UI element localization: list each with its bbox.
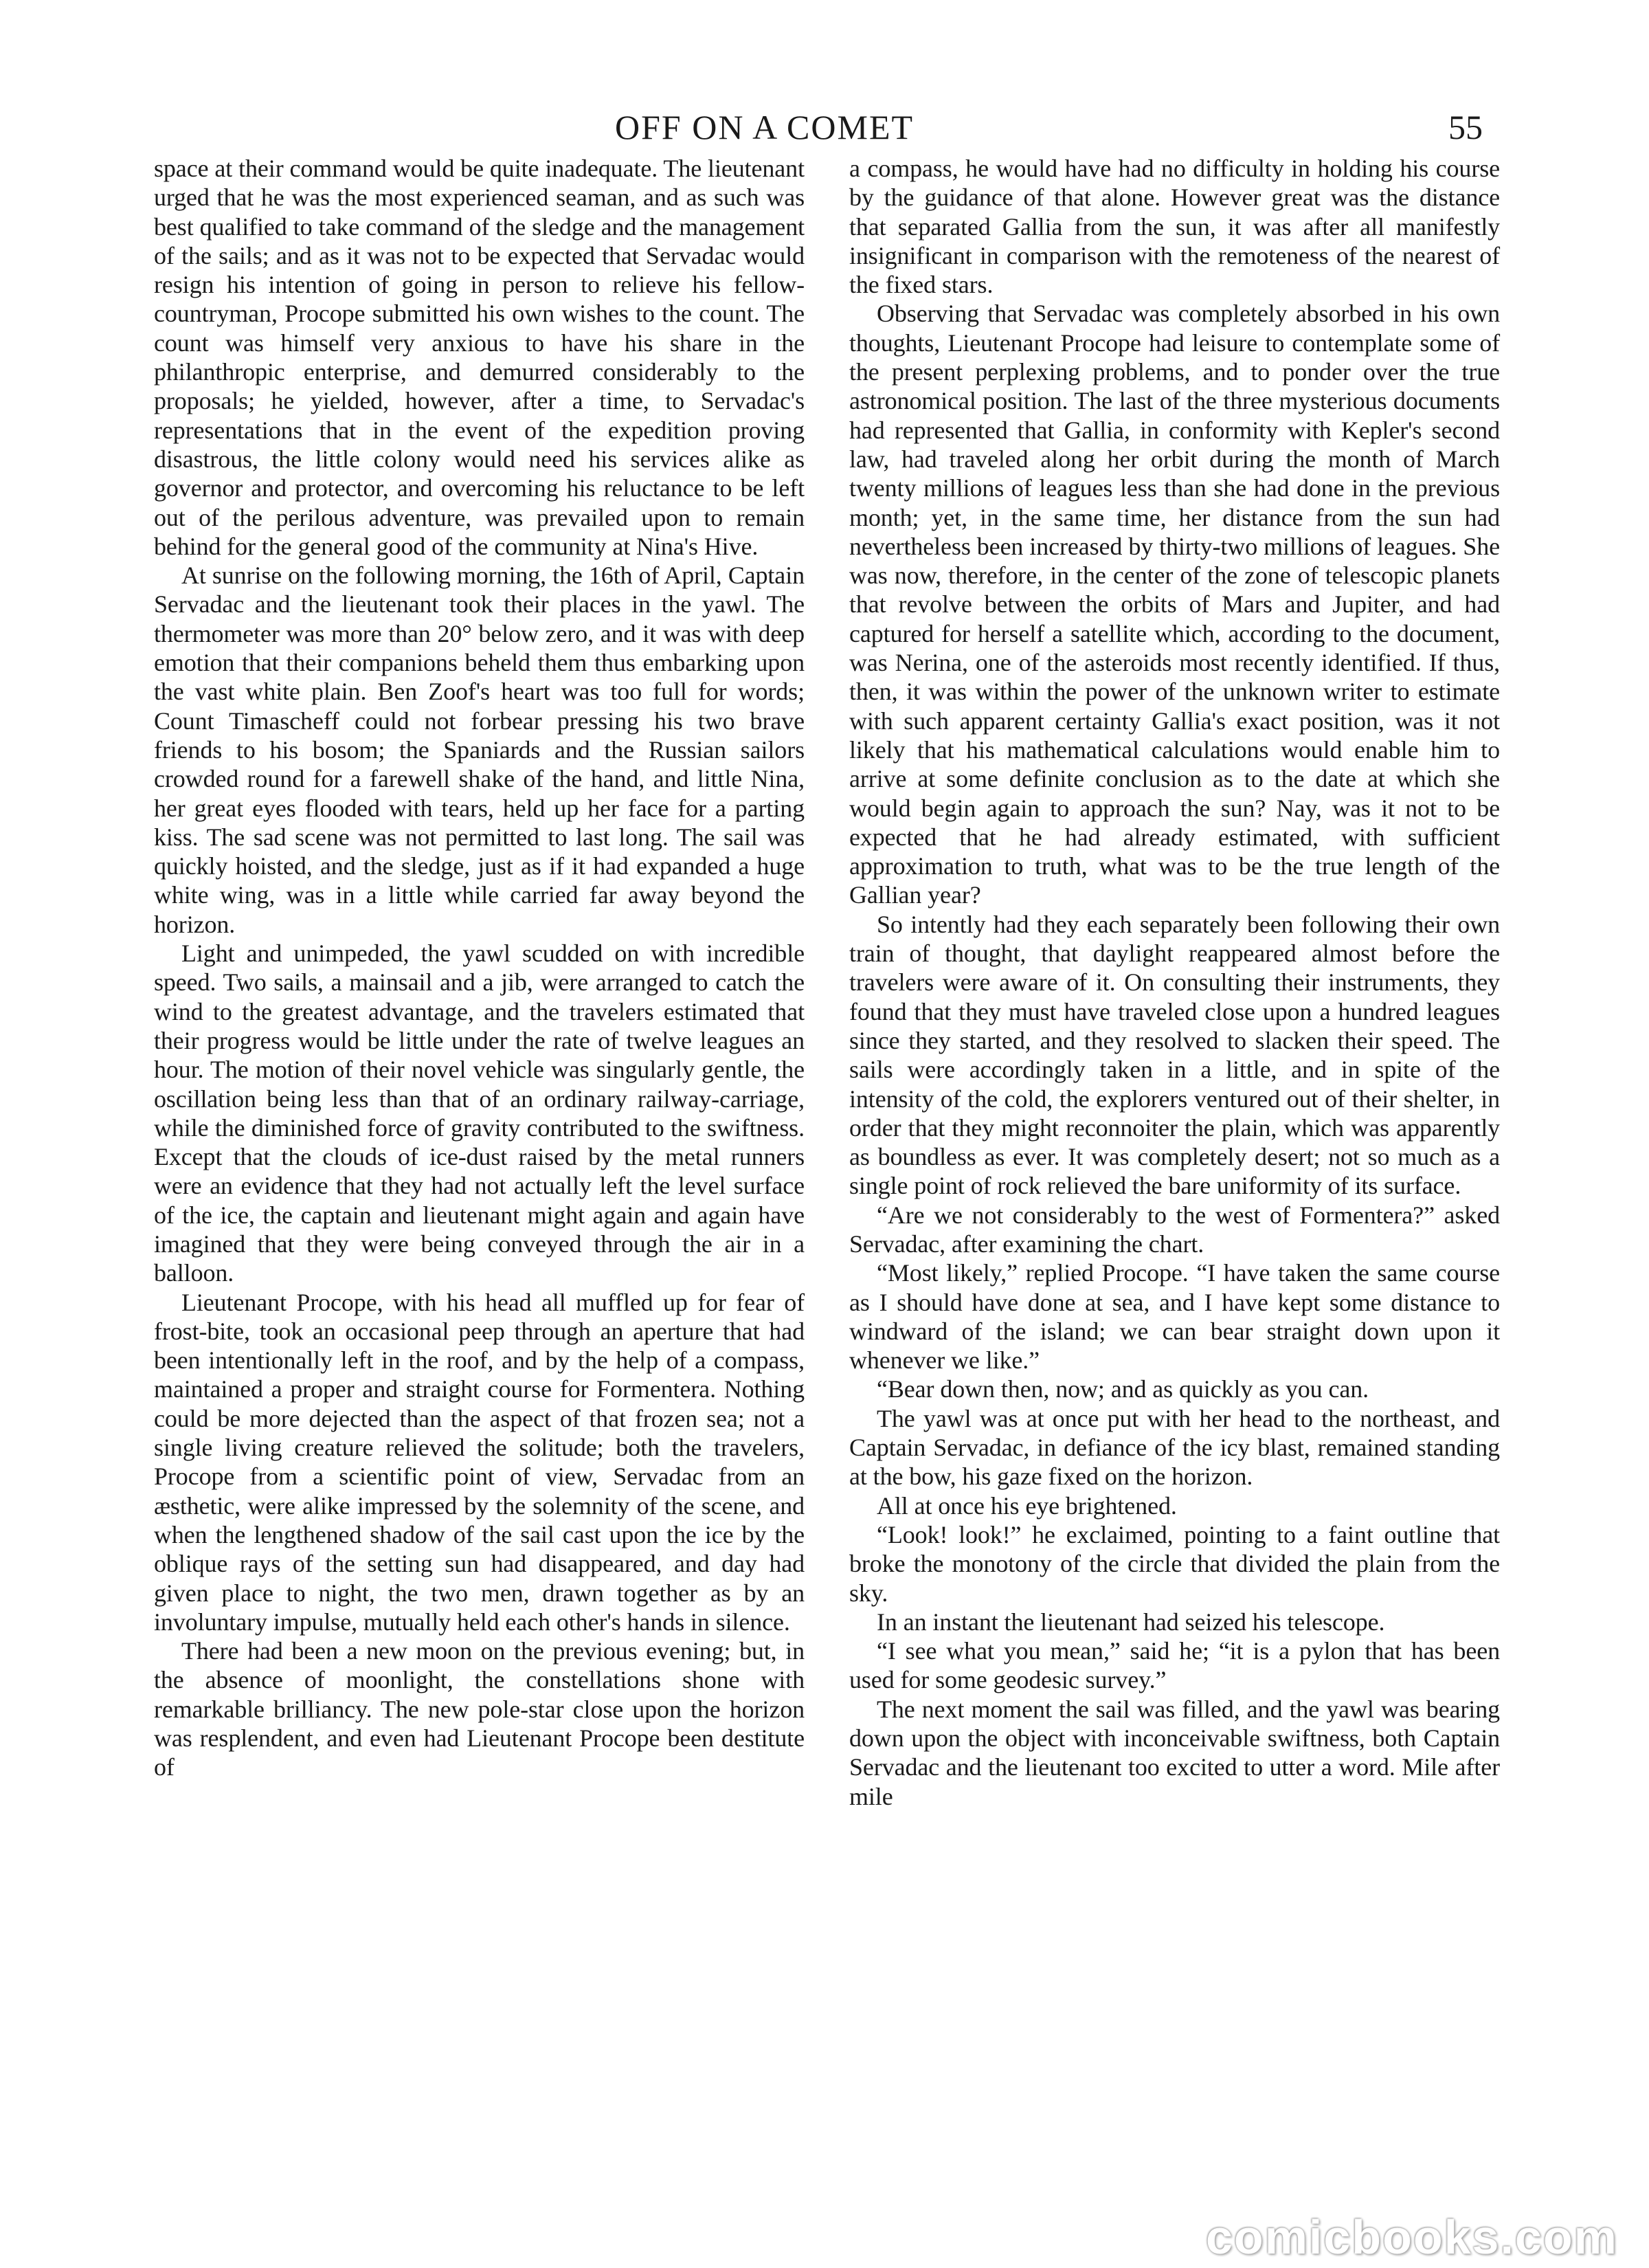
paragraph: Observing that Servadac was completely absorbed in his own thoughts, Lieutenant Procope had leisure to contemplate some of the present perplexing problems, and to ponder over the true astronomical position. The last of the three mysterious documents had represented that Gallia, in conformity with Kepler's second law, had traveled along her orbit during the month of March twenty millions of leagues less than she had done in the previous month; yet, in the same time, her distance from the sun had nevertheless been increased by thirty-two millions of leagues. She was now, therefore, in the center of the zone of telescopic planets that revolve between the orbits of Mars and Jupiter, and had captured for herself a satellite which, according to the document, was Nerina, one of the asteroids most recently identified. If thus, then, it was within the power of the unknown writer to estimate with such apparent certainty Gallia's exact position, was it not likely that his mathematical calculations would enable him to arrive at some definite conclusion as to the date at which she would begin again to approach the sun? Nay, was it not to be expected that he had already estimated, with sufficient approximation to truth, what was to be the true length of the Gallian year? (849, 300, 1500, 909)
paragraph: There had been a new moon on the previous evening; but, in the absence of moonlight, the constellations shone with remarkable brilliancy. The new pole-star close upon the horizon was resplendent, and even had Lieutenant Procope been destitute of (154, 1637, 805, 1781)
page-header (0, 103, 1649, 151)
paragraph: “Bear down then, now; and as quickly as you can. (877, 1375, 1369, 1403)
paragraph: space at their command would be quite inadequate. The lieutenant urged that he was the most experienced seaman, and as such was best qualified to take command of the sledge and the management of the sails; and as it was not to be expected that Servadac would resign his intention of going in person to relieve his fellow-countryman, Procope submitted his own wishes to the count. The count was himself very anxious to have his share in the philanthropic enterprise, and demurred considerably to the proposals; he yielded, however, after a time, to Servadac's representations that in the event of the expedition proving disastrous, the little colony would need his services alike as governor and protector, and overcoming his reluctance to be left out of the perilous adventure, was prevailed upon to remain behind for the general good of the community at Nina's Hive. (154, 155, 805, 560)
page-number: 55 (1448, 108, 1483, 146)
running-title: OFF ON A COMET (615, 108, 915, 146)
paragraph: Light and unimpeded, the yawl scudded on with incredible speed. Two sails, a mainsail and a jib, were arranged to catch the wind to the greatest advantage, and the travelers estimated that their progress would be little under the rate of twelve leagues an hour. The motion of their novel vehicle was singularly gentle, the oscillation being less than that of an ordinary railway-carriage, while the diminished force of gravity contributed to the swiftness. Except that the clouds of ice-dust raised by the metal runners were an evidence that they had not actually left the level surface of the ice, the captain and lieutenant might again and again have imagined that they were being conveyed through the air in a balloon. (154, 940, 805, 1287)
paragraph: Lieutenant Procope, with his head all muffled up for fear of frost-bite, took an occasional peep through an aperture that had been intentionally left in the roof, and by the help of a compass, maintained a proper and straight course for Formentera. Nothing could be more dejected than the aspect of that frozen sea; not a single living creature relieved the solitude; both the travelers, Procope from a scientific point of view, Servadac from an æsthetic, were alike impressed by the solemnity of the scene, and when the lengthened shadow of the sail cast upon the ice by the oblique rays of the setting sun had disappeared, and day had given place to night, the two men, drawn together as by an involuntary impulse, mutually held each other's hands in silence. (154, 1288, 805, 1636)
paragraph: All at once his eye brightened. (877, 1491, 1177, 1520)
paragraph: “I see what you mean,” said he; “it is a pylon that has been used for some geodesic survey.” (849, 1637, 1500, 1694)
paragraph: In an instant the lieutenant had seized his telescope. (877, 1608, 1385, 1636)
paragraph: “Most likely,” replied Procope. “I have taken the same course as I should have done at sea, and I have kept some distance to windward of the island; we can bear straight down upon it whenever we like.” (849, 1259, 1500, 1375)
right-text-column (849, 154, 1500, 1811)
paragraph: “Look! look!” he exclaimed, pointing to a faint outline that broke the monotony of the circle that divided the plain from the sky. (849, 1520, 1500, 1607)
paragraph: “Are we not considerably to the west of Formentera?” asked Servadac, after examining the chart. (849, 1201, 1500, 1258)
site-watermark: comicbooks.com (1206, 2210, 1618, 2264)
paragraph: a compass, he would have had no difficulty in holding his course by the guidance of that alone. However great was the distance that separated Gallia from the sun, it was after all manifestly insignificant in comparison with the remoteness of the nearest of the fixed stars. (849, 155, 1500, 299)
paragraph: The next moment the sail was filled, and the yawl was bearing down upon the object with inconceivable swiftness, both Captain Servadac and the lieutenant too excited to utter a word. Mile after mile (849, 1695, 1500, 1810)
paragraph: The yawl was at once put with her head to the northeast, and Captain Servadac, in defiance of the icy blast, remained standing at the bow, his gaze fixed on the horizon. (849, 1404, 1500, 1491)
paragraph: So intently had they each separately been following their own train of thought, that daylight reappeared almost before the travelers were aware of it. On consulting their instruments, they found that they must have traveled close upon a hundred leagues since they started, and they resolved to slacken their speed. The sails were accordingly taken in a little, and in spite of the intensity of the cold, the explorers ventured out of their shelter, in order that they might reconnoiter the plain, which was apparently as boundless as ever. It was completely desert; not so much as a single point of rock relieved the bare uniformity of its surface. (849, 910, 1500, 1200)
left-text-column (154, 154, 805, 1782)
paragraph: At sunrise on the following morning, the 16th of April, Captain Servadac and the lieutenant took their places in the yawl. The thermometer was more than 20° below zero, and it was with deep emotion that their companions beheld them thus embarking upon the vast white plain. Ben Zoof's heart was too full for words; Count Timascheff could not forbear pressing his two brave friends to his bosom; the Spaniards and the Russian sailors crowded round for a farewell shake of the hand, and little Nina, her great eyes flooded with tears, held up her face for a parting kiss. The sad scene was not permitted to last long. The sail was quickly hoisted, and the sledge, just as if it had expanded a huge white wing, was in a little while carried far away beyond the horizon. (154, 562, 805, 938)
